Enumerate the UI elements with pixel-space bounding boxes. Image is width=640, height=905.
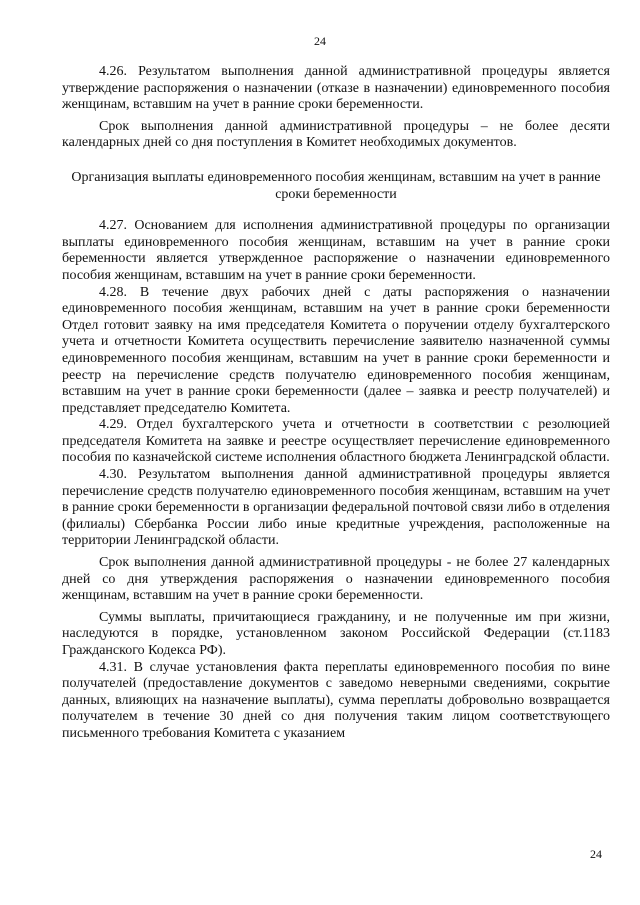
paragraph-4-28: 4.28. В течение двух рабочих дней с даты распоряжения о назначении единовременного пособия женщинам, вставшим на учет в ранние сроки беременности Отдел готовит заявку на имя председателя Комитета о поручении отделу бухгалтерского учета и отчетности Комитета осуществить перечисление заявителю назначенной суммы единовременного пособия женщинам, вставшим на учет в ранние сроки беременности и реестр на перечисление средств получателю единовременного пособия женщинам, вставшим на учет в ранние сроки беременности (далее – заявка и реестр получателей) и представляет председателю Комитета.: [62, 284, 610, 416]
paragraph-inheritance: Суммы выплаты, причитающиеся гражданину, и не полученные им при жизни, наследуются в порядке, установленном законом Российской Федерации (ст.1183 Гражданского Кодекса РФ).: [62, 609, 610, 658]
document-body: [62, 64, 610, 743]
page-number-bottom: 24: [590, 847, 602, 861]
paragraph-4-27: 4.27. Основанием для исполнения административной процедуры по организации выплаты единовременного пособия женщинам, вставшим на учет в ранние сроки беременности является утвержденное распоряжение о назначении единовременного пособия женщинам, вставшим на учет в ранние сроки беременности.: [62, 218, 610, 283]
paragraph-4-26: 4.26. Результатом выполнения данной административной процедуры является утверждение распоряжения о назначении (отказе в назначении) единовременного пособия женщинам, вставшим на учет в ранние сроки беременности.: [62, 64, 610, 113]
paragraph-deadline-10-days: Срок выполнения данной административной процедуры – не более десяти календарных дней со дня поступления в Комитет необходимых документов.: [62, 118, 610, 151]
section-heading: Организация выплаты единовременного пособия женщинам, вставшим на учет в ранние сроки беременности: [71, 169, 601, 202]
paragraph-4-30: 4.30. Результатом выполнения данной административной процедуры является перечисление средств получателю единовременного пособия женщинам, вставшим на учет в ранние сроки беременности в организации федеральной почтовой связи либо в отделения (филиалы) Сбербанка России либо иные кредитные учреждения, расположенные на территории Ленинградской области.: [62, 467, 610, 549]
paragraph-4-29: 4.29. Отдел бухгалтерского учета и отчетности в соответствии с резолюцией председателя Комитета на заявке и реестре осуществляет перечисление единовременного пособия по казначейской системе исполнения областного бюджета Ленинградской области.: [62, 417, 610, 466]
page-number-top: 24: [314, 34, 326, 48]
paragraph-4-31: 4.31. В случае установления факта переплаты единовременного пособия по вине получателей (предоставление документов с заведомо неверными сведениями, сокрытие данных, влияющих на назначение выплаты), сумма переплаты добровольно возвращается получателем в течение 30 дней со дня получения таким лицом соответствующего письменного требования Комитета с указанием: [62, 659, 610, 741]
paragraph-deadline-27-days: Срок выполнения данной административной процедуры - не более 27 календарных дней со дня утверждения распоряжения о назначении единовременного пособия женщинам, вставшим на учет в ранние сроки беременности.: [62, 555, 610, 604]
